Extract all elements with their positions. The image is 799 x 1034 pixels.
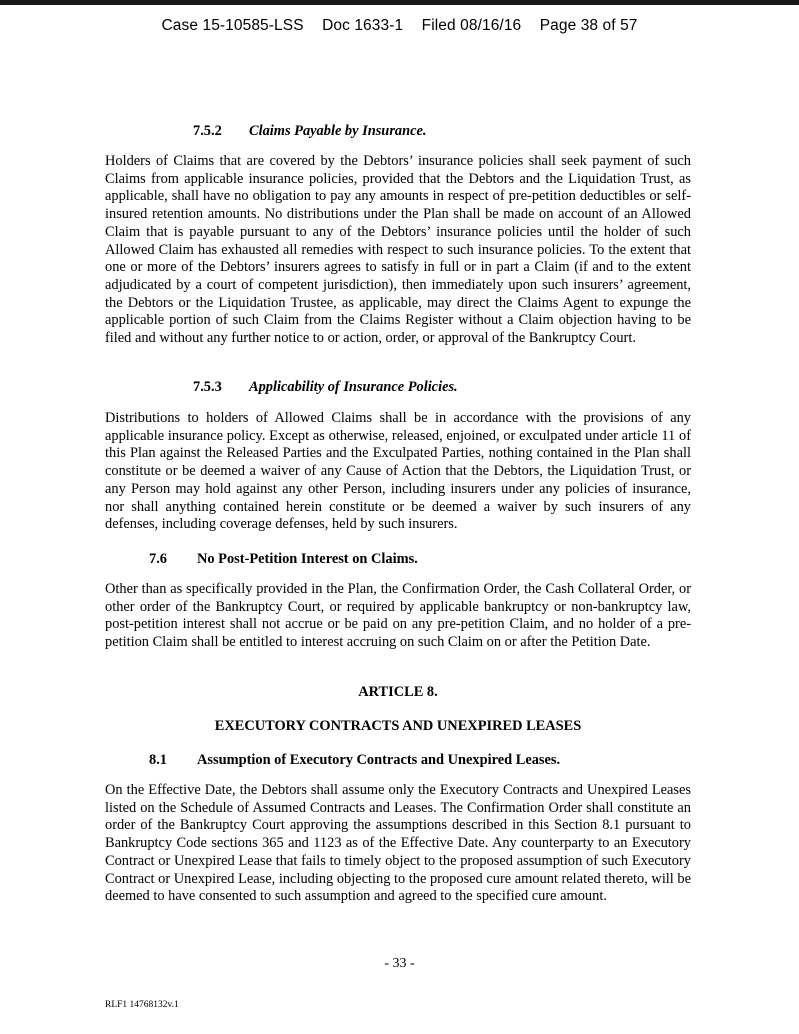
- section-7-5-3-body: Distributions to holders of Allowed Claims shall be in accordance with the provisions of any applicable insurance policy. Except as otherwise, released, enjoined, or exculpated under article 11 of this Plan against the Released Parties and the Exculpated Parties, nothing contained in the Plan shall constitute or be deemed a waiver of any Cause of Action that the Debtors, the Liquidation Trust, or any Person may hold against any other Person, including insurers under any policies of insurance, nor shall anything contained herein constitute or be deemed a waiver by such insurers of any defenses, including coverage defenses, held by such insurers.: [105, 410, 691, 533]
- section-7-6-heading: [105, 551, 691, 569]
- section-7-5-2-heading: [105, 123, 691, 141]
- section-title: Assumption of Executory Contracts and Unexpired Leases.: [197, 752, 561, 768]
- section-7-5-3-heading: [105, 379, 691, 397]
- section-number: 7.5.3: [193, 379, 222, 395]
- section-number: 7.6: [149, 551, 167, 567]
- section-8-1-body: On the Effective Date, the Debtors shall assume only the Executory Contracts and Unexpired Leases listed on the Schedule of Assumed Contracts and Leases. The Confirmation Order shall constitute an order of the Bankruptcy Court approving the assumptions described in this Section 8.1 pursuant to Bankruptcy Code sections 365 and 1123 as of the Effective Date. Any counterparty to an Executory Contract or Unexpired Lease that fails to timely object to the proposed assumption of such Executory Contract or Unexpired Lease, including objecting to the proposed cure amount related thereto, will be deemed to have consented to such assumption and agreed to the specified cure amount.: [105, 782, 691, 905]
- top-border: [0, 0, 799, 5]
- filed-date: Filed 08/16/16: [421, 17, 522, 34]
- section-number: 8.1: [149, 752, 167, 768]
- section-title: Claims Payable by Insurance.: [249, 123, 427, 139]
- article-title: EXECUTORY CONTRACTS AND UNEXPIRED LEASES: [214, 718, 582, 734]
- section-number: 7.5.2: [193, 123, 222, 139]
- doc-number: Doc 1633-1: [322, 17, 404, 34]
- section-7-5-2-body: Holders of Claims that are covered by the Debtors’ insurance policies shall seek payment of such Claims from applicable insurance policies, provided that the Debtors and the Liquidation Trust, as applicable, shall have no obligation to pay any amounts in respect of pre-petition deductibles or self-insured retention amounts. No distributions under the Plan shall be made on account of an Allowed Claim that is payable pursuant to any of the Debtors’ insurance policies until the holder of such Allowed Claim has exhausted all remedies with respect to such insurance policies. To the extent that one or more of the Debtors’ insurers agrees to satisfy in full or in part a Claim (if and to the extent adjudicated by a court of competent jurisdiction), then immediately upon such insurers’ agreement, the Debtors or the Liquidation Trustee, as applicable, may direct the Claims Agent to expunge the applicable portion of such Claim from the Claims Register without a Claim objection having to be filed and without any further notice to or action, order, or approval of the Bankruptcy Court.: [105, 153, 691, 347]
- page-count: Page 38 of 57: [539, 17, 638, 34]
- court-filing-header: [0, 17, 799, 35]
- document-id: RLF1 14768132v.1: [105, 1000, 179, 1010]
- page-number: - 33 -: [384, 956, 415, 971]
- section-title: Applicability of Insurance Policies.: [249, 379, 458, 395]
- article-label: ARTICLE 8.: [358, 684, 438, 700]
- section-7-6-body: Other than as specifically provided in the Plan, the Confirmation Order, the Cash Collateral Order, or other order of the Bankruptcy Court, or required by applicable bankruptcy or non-bankruptcy law, post-petition interest shall not accrue or be paid on any pre-petition Claim, and no holder of a pre-petition Claim shall be entitled to interest accruing on such Claim on or after the Petition Date.: [105, 581, 691, 651]
- case-number: Case 15-10585-LSS: [161, 17, 304, 34]
- section-8-1-heading: [105, 752, 691, 770]
- section-title: No Post-Petition Interest on Claims.: [197, 551, 418, 567]
